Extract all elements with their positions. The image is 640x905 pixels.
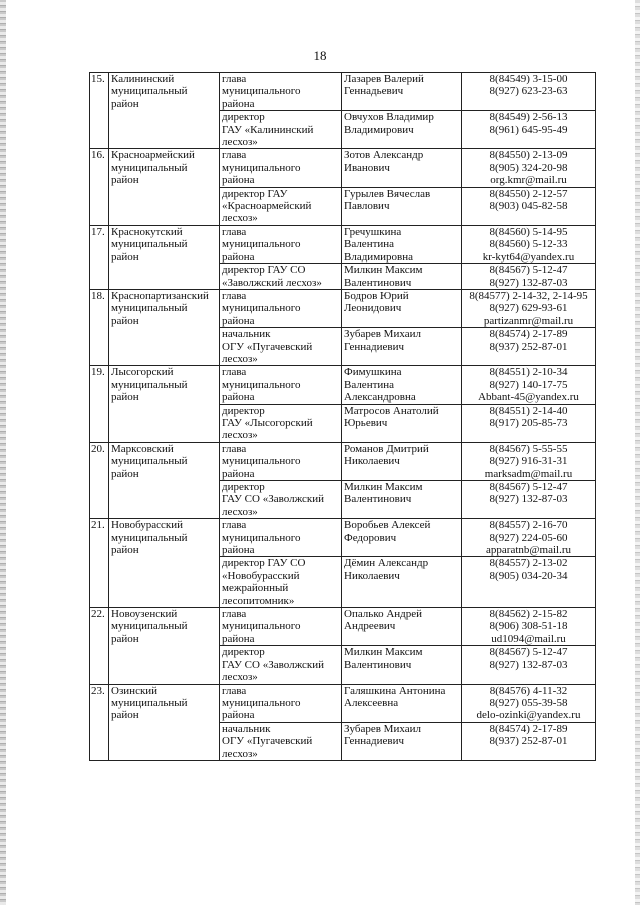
district-number: 23. xyxy=(90,684,109,760)
contact-position: глава муниципального района xyxy=(220,366,342,404)
contact-phones: 8(84551) 2-14-40 8(917) 205-85-73 xyxy=(462,404,596,442)
contact-position: директор ГАУ СО «Заволжский лесхоз» xyxy=(220,646,342,684)
contact-person: Милкин Максим Валентинович xyxy=(342,481,462,519)
contact-person: Зубарев Михаил Геннадиевич xyxy=(342,722,462,760)
contact-person: Опалько Андрей Андреевич xyxy=(342,608,462,646)
contact-person: Лазарев Валерий Геннадьевич xyxy=(342,73,462,111)
contact-position: директор ГАУ «Красноармейский лесхоз» xyxy=(220,187,342,225)
contact-person: Галяшкина Антонина Алексеевна xyxy=(342,684,462,722)
table-row xyxy=(90,684,596,722)
table-row xyxy=(90,519,596,557)
table-row xyxy=(90,73,596,111)
table-row xyxy=(90,289,596,327)
table-row xyxy=(90,608,596,646)
district-number: 19. xyxy=(90,366,109,442)
contact-phones: 8(84567) 5-12-47 8(927) 132-87-03 xyxy=(462,264,596,290)
contact-person: Дёмин Александр Николаевич xyxy=(342,557,462,608)
contact-position: глава муниципального района xyxy=(220,519,342,557)
scan-edge-left xyxy=(0,0,6,905)
contacts-table-body xyxy=(90,73,596,761)
contact-position: начальник ОГУ «Пугачевский лесхоз» xyxy=(220,722,342,760)
district-number: 20. xyxy=(90,442,109,518)
contact-person: Романов Дмитрий Николаевич xyxy=(342,442,462,480)
contact-phones: 8(84576) 4-11-32 8(927) 055-39-58 delo-ozinki@yandex.ru xyxy=(462,684,596,722)
contact-phones: 8(84574) 2-17-89 8(937) 252-87-01 xyxy=(462,328,596,366)
contact-person: Овчухов Владимир Владимирович xyxy=(342,111,462,149)
district-number: 21. xyxy=(90,519,109,608)
contact-position: глава муниципального района xyxy=(220,684,342,722)
contact-position: глава муниципального района xyxy=(220,289,342,327)
contact-position: начальник ОГУ «Пугачевский лесхоз» xyxy=(220,328,342,366)
contact-phones: 8(84550) 2-12-57 8(903) 045-82-58 xyxy=(462,187,596,225)
contact-phones: 8(84549) 2-56-13 8(961) 645-95-49 xyxy=(462,111,596,149)
contacts-table xyxy=(89,72,596,761)
contact-position: директор ГАУ СО «Заволжский лесхоз» xyxy=(220,264,342,290)
contact-person: Зубарев Михаил Геннадиевич xyxy=(342,328,462,366)
contact-position: глава муниципального района xyxy=(220,225,342,263)
district-number: 16. xyxy=(90,149,109,225)
contact-person: Воробьев Алексей Федорович xyxy=(342,519,462,557)
contact-person: Бодров Юрий Леонидович xyxy=(342,289,462,327)
table-row xyxy=(90,366,596,404)
contact-person: Зотов Александр Иванович xyxy=(342,149,462,187)
contact-phones: 8(84557) 2-13-02 8(905) 034-20-34 xyxy=(462,557,596,608)
district-name: Новобурасский муниципальный район xyxy=(109,519,220,608)
district-name: Лысогорский муниципальный район xyxy=(109,366,220,442)
contact-position: глава муниципального района xyxy=(220,73,342,111)
district-name: Калининский муниципальный район xyxy=(109,73,220,149)
contact-phones: 8(84549) 3-15-00 8(927) 623-23-63 xyxy=(462,73,596,111)
district-name: Марксовский муниципальный район xyxy=(109,442,220,518)
district-number: 18. xyxy=(90,289,109,365)
contact-phones: 8(84567) 5-12-47 8(927) 132-87-03 xyxy=(462,646,596,684)
contact-position: директор ГАУ «Калининский лесхоз» xyxy=(220,111,342,149)
contact-phones: 8(84567) 5-55-55 8(927) 916-31-31 marksadm@mail.ru xyxy=(462,442,596,480)
contact-person: Фимушкина Валентина Александровна xyxy=(342,366,462,404)
contact-person: Милкин Максим Валентинович xyxy=(342,264,462,290)
contact-position: глава муниципального района xyxy=(220,442,342,480)
contact-person: Милкин Максим Валентинович xyxy=(342,646,462,684)
contact-position: директор ГАУ «Лысогорский лесхоз» xyxy=(220,404,342,442)
contact-phones: 8(84567) 5-12-47 8(927) 132-87-03 xyxy=(462,481,596,519)
table-row xyxy=(90,442,596,480)
contact-position: директор ГАУ СО «Заволжский лесхоз» xyxy=(220,481,342,519)
contact-person: Гурылев Вячеслав Павлович xyxy=(342,187,462,225)
district-name: Краснопартизанский муниципальный район xyxy=(109,289,220,365)
contact-phones: 8(84577) 2-14-32, 2-14-95 8(927) 629-93-61 partizanmr@mail.ru xyxy=(462,289,596,327)
contact-phones: 8(84551) 2-10-34 8(927) 140-17-75 Abbant-45@yandex.ru xyxy=(462,366,596,404)
contact-phones: 8(84560) 5-14-95 8(84560) 5-12-33 kr-kyt64@yandex.ru xyxy=(462,225,596,263)
district-name: Новоузенский муниципальный район xyxy=(109,608,220,684)
contact-phones: 8(84550) 2-13-09 8(905) 324-20-98 org.kmr@mail.ru xyxy=(462,149,596,187)
contact-person: Матросов Анатолий Юрьевич xyxy=(342,404,462,442)
table-row xyxy=(90,225,596,263)
contact-position: глава муниципального района xyxy=(220,149,342,187)
contact-position: директор ГАУ СО «Новобурасский межрайонный лесопитомник» xyxy=(220,557,342,608)
district-name: Озинский муниципальный район xyxy=(109,684,220,760)
contact-person: Гречушкина Валентина Владимировна xyxy=(342,225,462,263)
district-number: 22. xyxy=(90,608,109,684)
contact-position: глава муниципального района xyxy=(220,608,342,646)
contact-phones: 8(84574) 2-17-89 8(937) 252-87-01 xyxy=(462,722,596,760)
scan-edge-right xyxy=(635,0,640,905)
contact-phones: 8(84557) 2-16-70 8(927) 224-05-60 apparatnb@mail.ru xyxy=(462,519,596,557)
district-number: 15. xyxy=(90,73,109,149)
district-name: Краснокутский муниципальный район xyxy=(109,225,220,289)
page-number: 18 xyxy=(313,48,327,63)
district-number: 17. xyxy=(90,225,109,289)
table-row xyxy=(90,149,596,187)
contact-phones: 8(84562) 2-15-82 8(906) 308-51-18 ud1094@mail.ru xyxy=(462,608,596,646)
district-name: Красноармейский муниципальный район xyxy=(109,149,220,225)
